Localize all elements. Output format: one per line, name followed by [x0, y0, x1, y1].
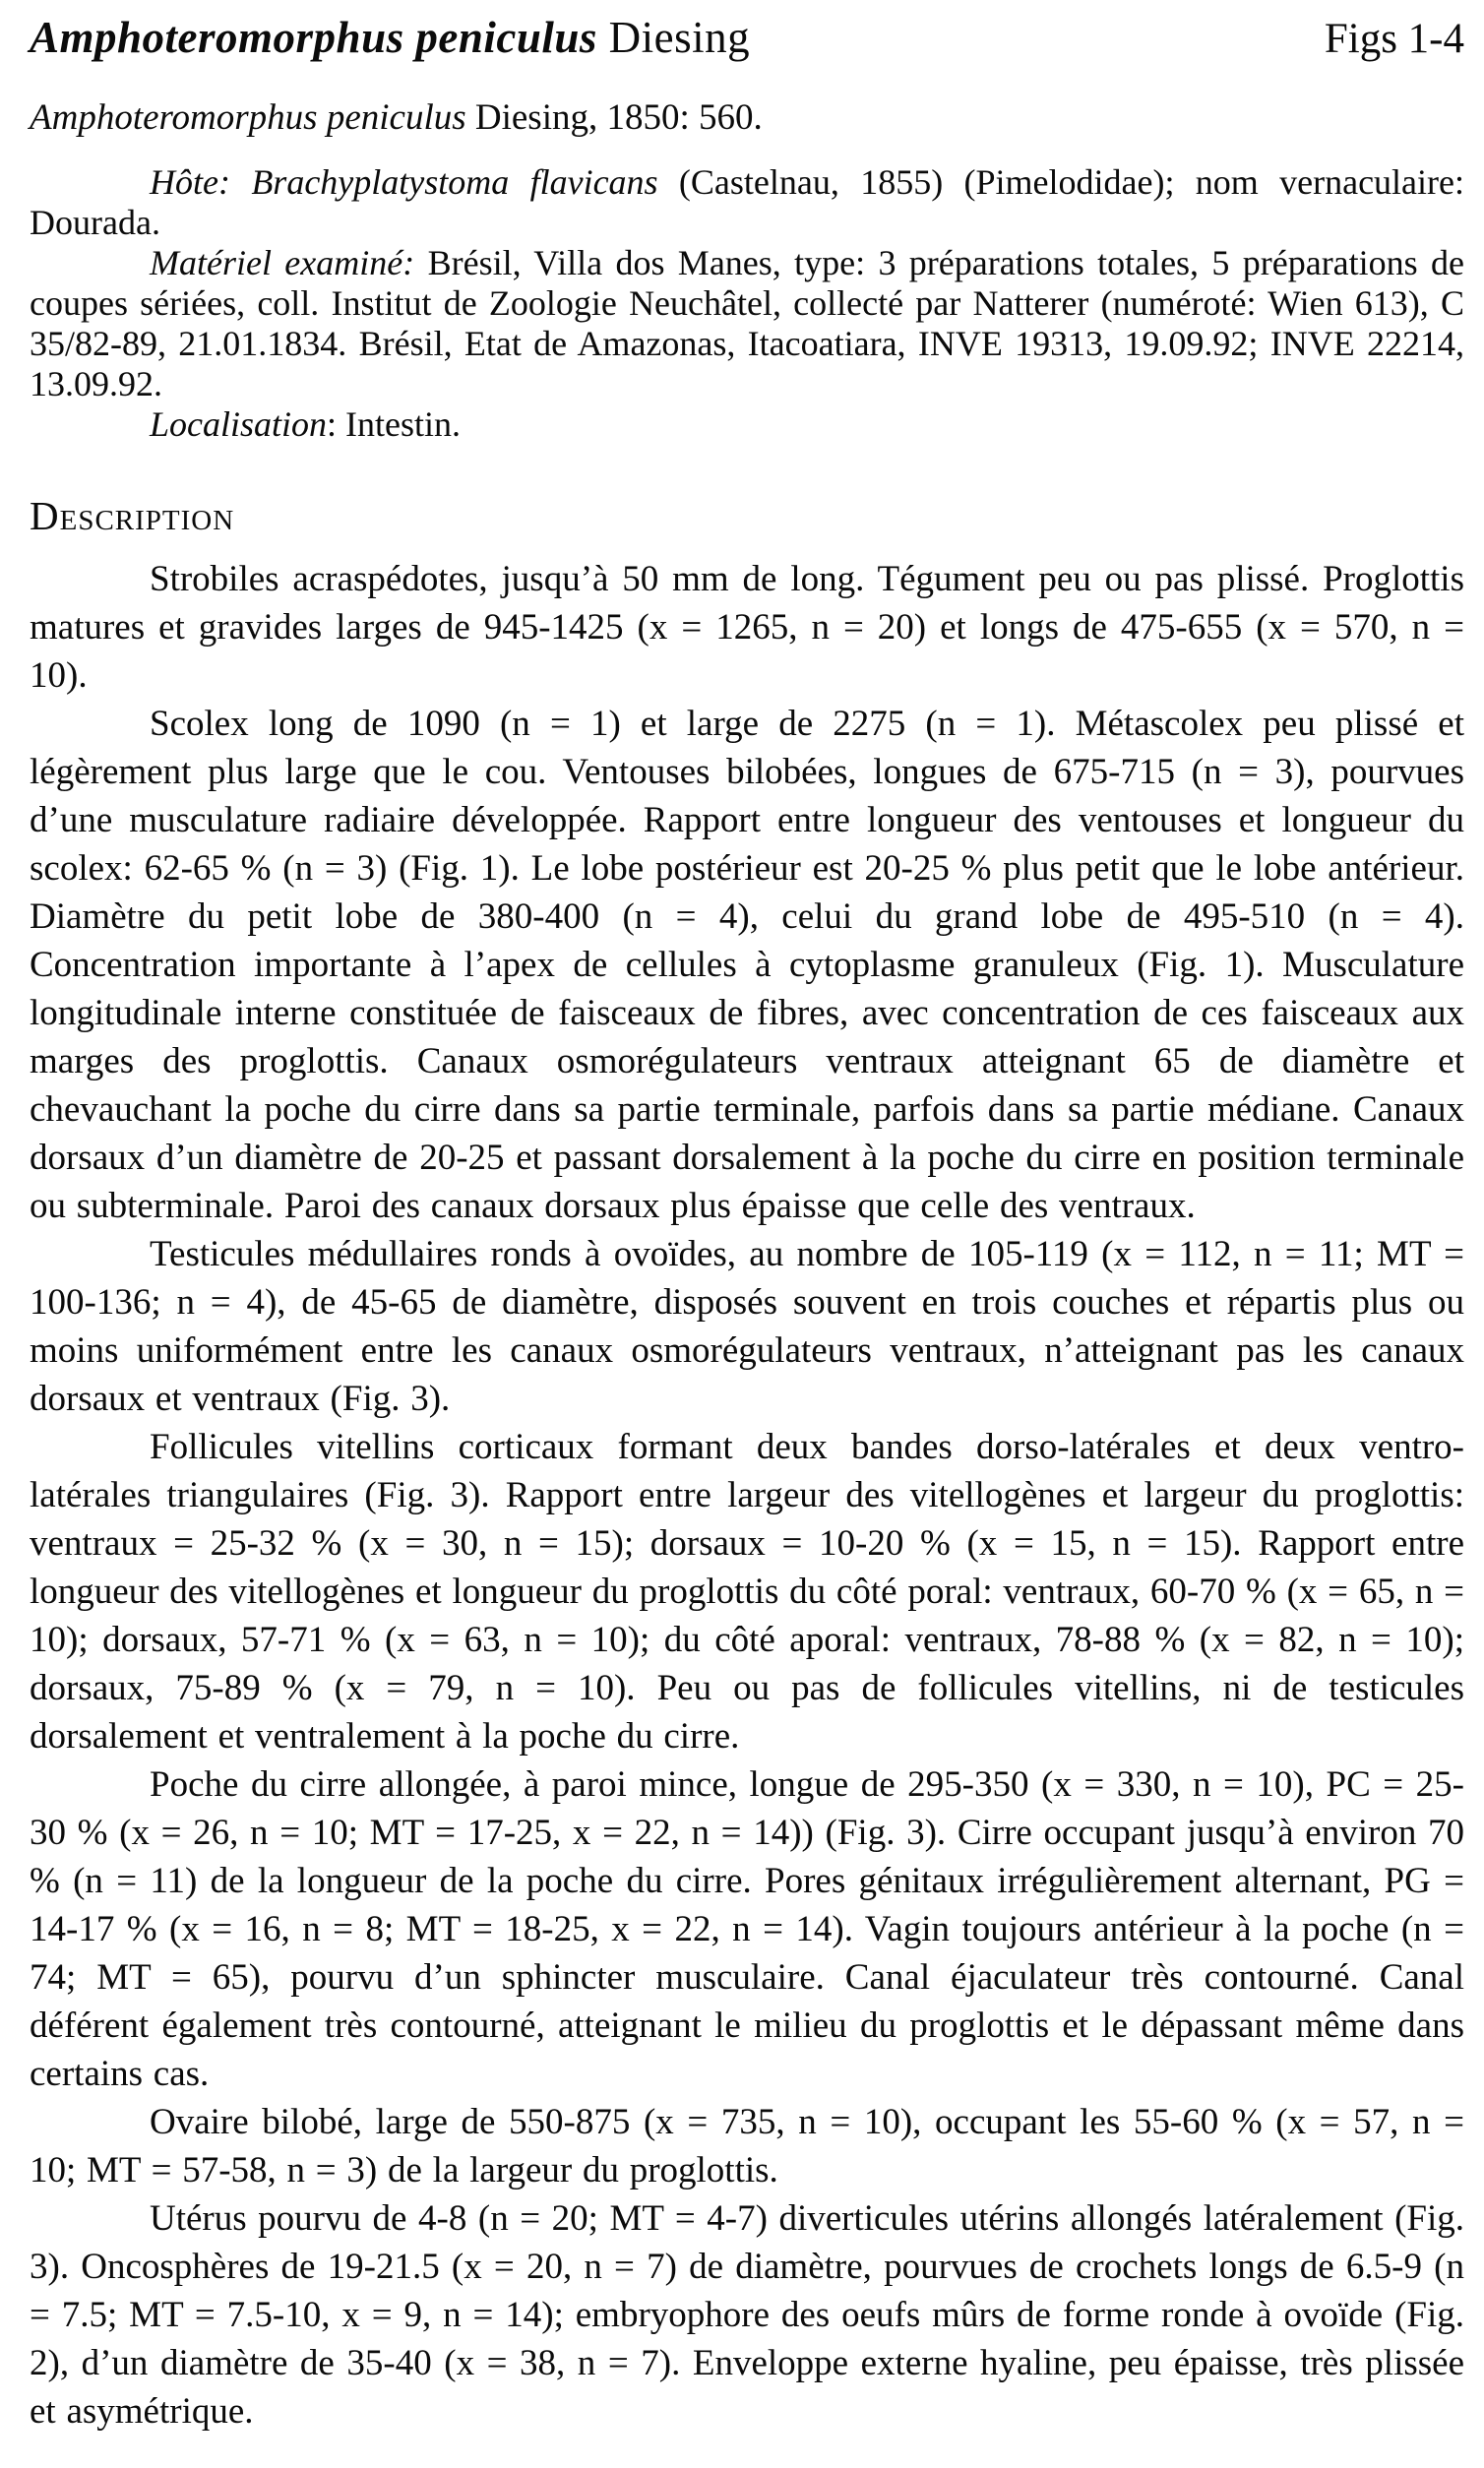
front-matter-section [30, 162, 1464, 445]
text-run: Scolex long de 1090 (n = 1) et large de 2275 (n = 1). Métascolex peu plissé et légèrement plus large que le cou. Ventouses bilobées, longues de 675-715 (n = 3), pourvues d’une musculature radiaire développée. Rapport entre longueur des ventouses et longueur du scolex: 62-65 % (n = 3) (Fig. 1). Le lobe postérieur est 20-25 % plus petit que le lobe antérieur. Diamètre du petit lobe de 380-400 (n = 4), celui du grand lobe de 495-510 (n = 4). Concentration importante à l’apex de cellules à cytoplasme granuleux (Fig. 1). Musculature longitudinale interne constituée de faisceaux de fibres, avec concentration de ces faisceaux aux marges des proglottis. Canaux osmorégulateurs ventraux atteignant 65 de diamètre et chevauchant la poche du cirre dans sa partie terminale, parfois dans sa partie médiane. Canaux dorsaux d’un diamètre de 20-25 et passant dorsalement à la poche du cirre en position terminale ou subterminale. Paroi des canaux dorsaux plus épaisse que celle des ventraux. [30, 704, 1464, 1226]
text-run: (Castelnau, 1855) (Pimelodidae); nom vernaculaire: Dourada. [30, 162, 1465, 242]
citation-rest: Diesing, 1850: 560. [465, 97, 763, 138]
paragraph [30, 404, 1464, 445]
paragraph [30, 1423, 1464, 1760]
species-title-name: Amphoteromorphus peniculus [30, 13, 597, 62]
text-run: Utérus pourvu de 4-8 (n = 20; MT = 4-7) diverticules utérins allongés latéralement (Fig. 3). Oncosphères de 19-21.5 (x = 20, n = 7) de diamètre, pourvues de crochets longs de 6.5-9 (n = 7.5; MT = 7.5-10, x = 9, n = 14); embryophore des oeufs mûrs de forme ronde à ovoïde (Fig. 2), d’un diamètre de 35-40 (x = 38, n = 7). Enveloppe externe hyaline, peu épaisse, très plissée et asymétrique. [30, 2198, 1464, 2432]
text-run: Brachyplatystoma flavicans [251, 162, 658, 202]
paragraph [30, 1230, 1464, 1423]
paragraph [30, 700, 1464, 1230]
synonymy-citation [30, 96, 1464, 139]
text-run: Ovaire bilobé, large de 550-875 (x = 735, n = 10), occupant les 55-60 % (x = 57, n = 10; MT = 57-58, n = 3) de la largeur du proglottis. [30, 2102, 1464, 2190]
paragraph [30, 555, 1464, 700]
text-run: Strobiles acraspédotes, jusqu’à 50 mm de long. Tégument peu ou pas plissé. Proglottis matures et gravides larges de 945-1425 (x = 1265, n = 20) et longs de 475-655 (x = 570, n = 10). [30, 559, 1464, 696]
description-section [30, 555, 1464, 2436]
text-run: Follicules vitellins corticaux formant deux bandes dorso-latérales et deux ventro-latérales triangulaires (Fig. 3). Rapport entre largeur des vitellogènes et largeur du proglottis: ventraux = 25-32 % (x = 30, n = 15); dorsaux = 10-20 % (x = 15, n = 15). Rapport entre longueur des vitellogènes et longueur du proglottis du côté poral: ventraux, 60-70 % (x = 65, n = 10); dorsaux, 57-71 % (x = 63, n = 10); du côté aporal: ventraux, 78-88 % (x = 82, n = 10); dorsaux, 75-89 % (x = 79, n = 10). Peu ou pas de follicules vitellins, ni de testicules dorsalement et ventralement à la poche du cirre. [30, 1427, 1464, 1757]
species-heading-row [30, 12, 1464, 63]
citation-species: Amphoteromorphus peniculus [30, 97, 466, 138]
species-title [30, 12, 750, 63]
paragraph [30, 162, 1464, 243]
text-run: Localisation [150, 404, 328, 444]
text-run: : Intestin. [327, 404, 462, 444]
text-run: Testicules médullaires ronds à ovoïdes, au nombre de 105-119 (x = 112, n = 11; MT = 100-136; n = 4), de 45-65 de diamètre, disposés souvent en trois couches et répartis plus ou moins uniformément entre les canaux osmorégulateurs ventraux, n’atteignant pas les canaux dorsaux et ventraux (Fig. 3). [30, 1234, 1464, 1419]
figures-reference: Figs 1-4 [1324, 16, 1464, 62]
text-run: Hôte: [150, 162, 252, 202]
paragraph [30, 2098, 1464, 2194]
description-heading: Description [30, 493, 235, 538]
paragraph [30, 243, 1464, 404]
text-run: Brésil, Villa dos Manes, type: 3 préparations totales, 5 préparations de coupes sériées, coll. Institut de Zoologie Neuchâtel, collecté par Natterer (numéroté: Wien 613), C 35/82-89, 21.01.1834. Brésil, Etat de Amazonas, Itacoatiara, INVE 19313, 19.09.92; INVE 22214, 13.09.92. [30, 243, 1465, 403]
text-run: Matériel examiné: [150, 243, 428, 282]
paragraph [30, 2194, 1464, 2436]
species-title-author: Diesing [596, 13, 751, 62]
paragraph [30, 1760, 1464, 2098]
text-run: Poche du cirre allongée, à paroi mince, longue de 295-350 (x = 330, n = 10), PC = 25-30 % (x = 26, n = 10; MT = 17-25, x = 22, n = 14)) (Fig. 3). Cirre occupant jusqu’à environ 70 % (n = 11) de la longueur de la poche du cirre. Pores génitaux irrégulièrement alternant, PG = 14-17 % (x = 16, n = 8; MT = 18-25, x = 22, n = 14). Vagin toujours antérieur à la poche (n = 74; MT = 65), pourvu d’un sphincter musculaire. Canal éjaculateur très contourné. Canal déférent également très contourné, atteignant le milieu du proglottis et le dépassant même dans certains cas. [30, 1764, 1464, 2094]
